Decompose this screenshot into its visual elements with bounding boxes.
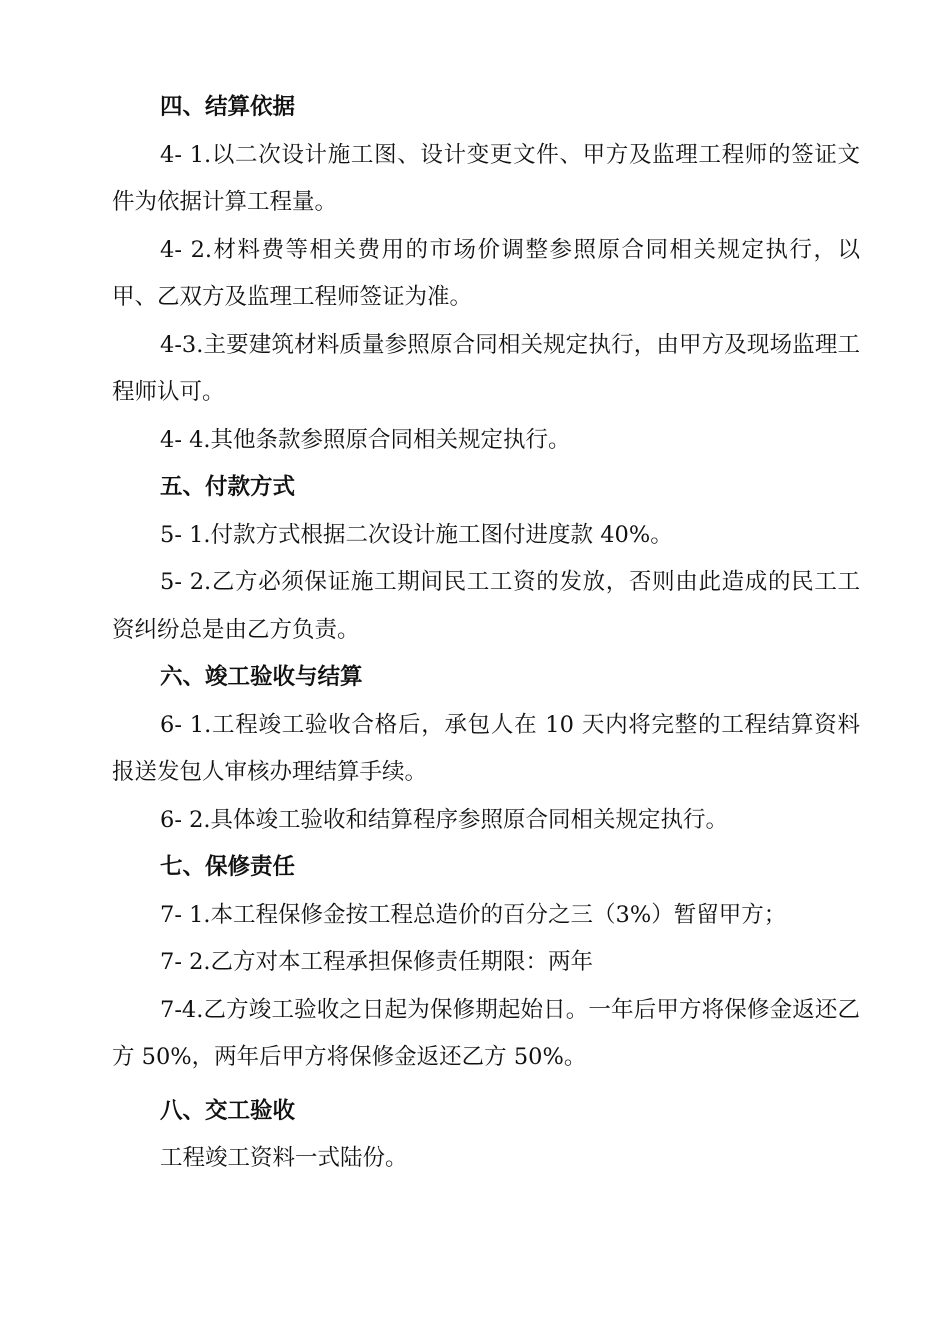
section-heading: 七、保修责任 — [160, 854, 296, 880]
document-page — [112, 84, 860, 1183]
paragraph: 5- 1.付款方式根据二次设计施工图付进度款 40%。 — [160, 521, 673, 548]
paragraph: 5- 2.乙方必须保证施工期间民工工资的发放，否则由此造成的民工工资纠纷总是由乙方负责。 — [112, 569, 860, 643]
section-completion-acceptance — [112, 654, 860, 844]
section-heading: 六、竣工验收与结算 — [160, 664, 363, 690]
paragraph: 4- 1.以二次设计施工图、设计变更文件、甲方及监理工程师的签证文件为依据计算工程量。 — [112, 141, 860, 215]
paragraph: 7- 1.本工程保修金按工程总造价的百分之三（3%）暂留甲方； — [160, 901, 787, 928]
paragraph: 工程竣工资料一式陆份。 — [160, 1145, 408, 1171]
section-heading: 四、结算依据 — [160, 94, 296, 120]
section-heading: 五、付款方式 — [160, 474, 296, 500]
section-payment-method — [112, 464, 860, 654]
section-settlement-basis — [112, 84, 860, 464]
paragraph: 7-4.乙方竣工验收之日起为保修期起始日。一年后甲方将保修金返还乙方 50%，两年后甲方将保修金返还乙方 50%。 — [112, 996, 860, 1070]
paragraph: 6- 1.工程竣工验收合格后，承包人在 10 天内将完整的工程结算资料报送发包人审核办理结算手续。 — [112, 711, 860, 785]
paragraph: 7- 2.乙方对本工程承担保修责任期限：两年 — [160, 949, 594, 975]
section-warranty — [112, 844, 860, 1082]
section-handover-acceptance — [112, 1088, 860, 1183]
paragraph: 4- 4.其他条款参照原合同相关规定执行。 — [160, 426, 571, 453]
paragraph: 4- 2.材料费等相关费用的市场价调整参照原合同相关规定执行，以甲、乙双方及监理工程师签证为准。 — [112, 236, 860, 310]
paragraph: 4-3.主要建筑材料质量参照原合同相关规定执行，由甲方及现场监理工程师认可。 — [112, 331, 860, 405]
section-heading: 八、交工验收 — [160, 1097, 296, 1124]
paragraph: 6- 2.具体竣工验收和结算程序参照原合同相关规定执行。 — [160, 806, 729, 833]
